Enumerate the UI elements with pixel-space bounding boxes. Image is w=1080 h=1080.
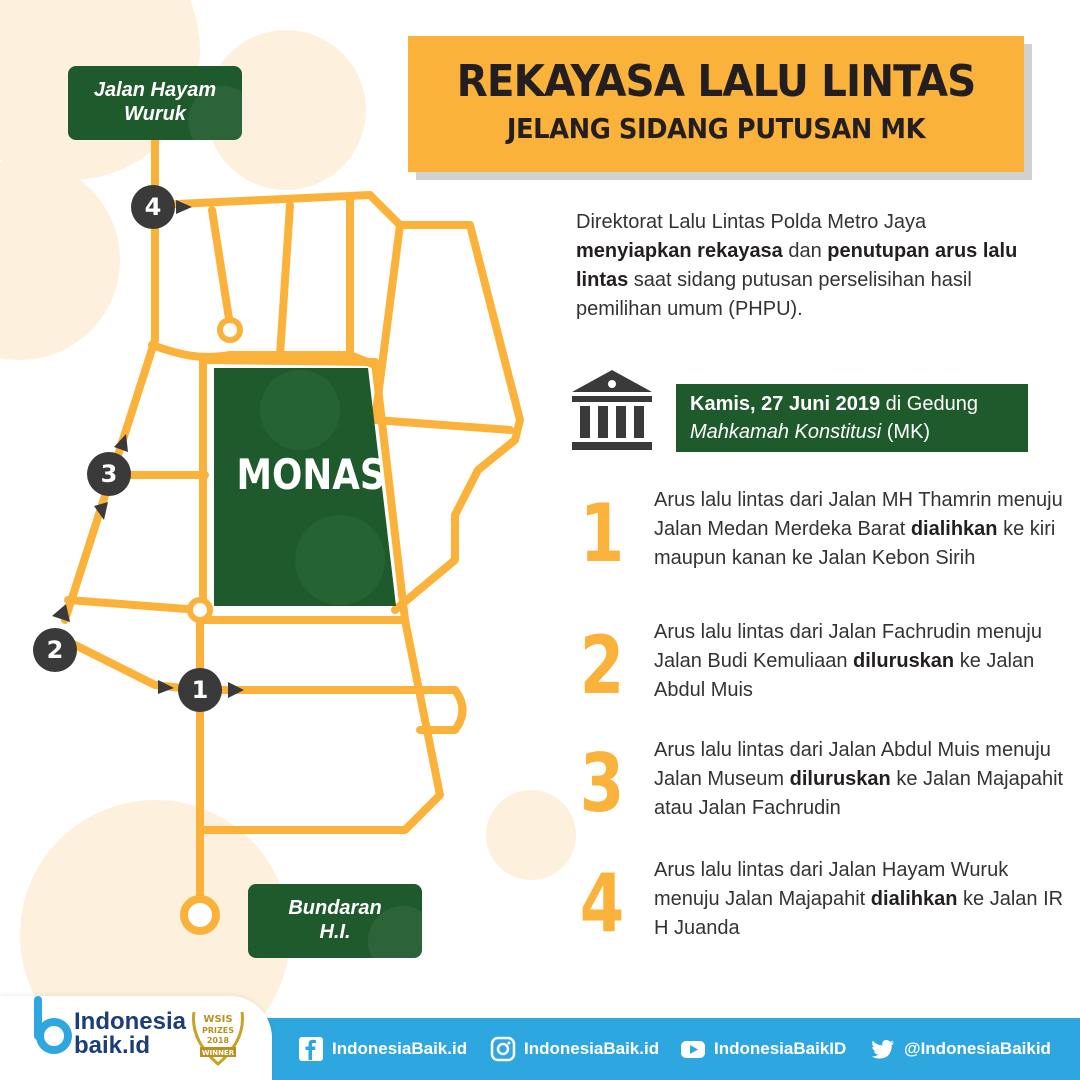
step-text-bold: dialihkan	[910, 518, 998, 540]
title-banner	[408, 36, 1024, 172]
step-text-2: ke kiri maupun kanan ke Jalan Kebon Sirih	[654, 518, 1056, 569]
date-bold: Kamis, 27 Juni 2019	[690, 393, 881, 415]
award-line4: WINNER	[201, 1049, 235, 1057]
step-item	[570, 486, 1070, 618]
instagram-handle: IndonesiaBaik.id	[524, 1039, 660, 1058]
map-marker-4: 4	[131, 185, 175, 229]
step-number: 3	[579, 737, 625, 830]
step-text	[654, 736, 1064, 823]
map-marker-3: 3	[87, 452, 131, 496]
twitter-handle: @IndonesiaBaikid	[904, 1039, 1051, 1058]
instagram-icon	[490, 1036, 516, 1062]
logo-wordmark	[74, 1010, 186, 1058]
location-hayam-wuruk-line1: Jalan Hayam	[93, 79, 217, 101]
map-marker-2: 2	[33, 628, 77, 672]
award-line1: WSIS	[203, 1014, 233, 1025]
courthouse-icon	[566, 366, 658, 458]
step-text-2: ke Jalan Abdul Muis	[654, 650, 1035, 701]
social-youtube[interactable]	[680, 1036, 846, 1062]
award-line3: 2018	[206, 1036, 230, 1045]
monas-label: MONAS	[236, 450, 386, 499]
step-text-1: Arus lalu lintas dari Jalan Abdul Muis menuju Jalan Museum	[654, 739, 1051, 790]
location-hayam-wuruk-line2: Wuruk	[124, 103, 186, 125]
social-twitter[interactable]	[870, 1036, 1051, 1062]
map-marker-1: 1	[178, 668, 222, 712]
step-text-bold: diluruskan	[789, 768, 891, 790]
step-number: 1	[579, 487, 625, 580]
intro-text-3: saat sidang putusan perselisihan hasil pemilihan umum (PHPU).	[576, 269, 972, 320]
step-text	[654, 486, 1064, 573]
step-item	[570, 618, 1070, 736]
page-subtitle: JELANG SIDANG PUTUSAN MK	[506, 112, 926, 145]
date-tail: (MK)	[881, 421, 931, 443]
social-facebook[interactable]	[298, 1036, 467, 1062]
intro-paragraph	[576, 208, 1036, 324]
step-text-2: ke Jalan Majapahit atau Jalan Fachrudin	[654, 768, 1064, 819]
youtube-icon	[680, 1036, 706, 1062]
location-bundaran-hi	[248, 884, 422, 958]
page-title: REKAYASA LALU LINTAS	[456, 56, 976, 107]
award-line2: PRIZES	[201, 1026, 235, 1035]
social-instagram[interactable]	[490, 1036, 659, 1062]
step-number: 2	[579, 619, 625, 712]
step-item	[570, 736, 1070, 856]
step-text-1: Arus lalu lintas dari Jalan Fachrudin menuju Jalan Budi Kemuliaan	[654, 621, 1042, 672]
intro-bold-2: penutupan arus lalu lintas	[576, 240, 1018, 291]
step-text-1: Arus lalu lintas dari Jalan MH Thamrin menuju Jalan Medan Merdeka Barat	[654, 489, 1063, 540]
location-bundaran-line2: H.I.	[319, 921, 351, 943]
facebook-icon	[298, 1036, 324, 1062]
step-text	[654, 856, 1064, 943]
indonesiabaik-logo-icon	[32, 994, 72, 1054]
logo-line1: Indonesia	[74, 1008, 187, 1035]
step-number: 4	[579, 857, 625, 950]
step-text	[654, 618, 1064, 705]
intro-bold-1: menyiapkan rekayasa	[576, 240, 783, 262]
date-italic: Mahkamah Konstitusi	[690, 421, 882, 443]
location-bundaran-line1: Bundaran	[288, 897, 382, 919]
step-text-2: ke Jalan IR H Juanda	[654, 888, 1064, 939]
intro-text-1: Direktorat Lalu Lintas Polda Metro Jaya	[576, 211, 927, 233]
intro-text-2: dan	[782, 240, 828, 262]
location-hayam-wuruk	[68, 66, 242, 140]
step-text-bold: diluruskan	[853, 650, 955, 672]
twitter-icon	[870, 1036, 896, 1062]
step-text-1: Arus lalu lintas dari Jalan Hayam Wuruk menuju Jalan Majapahit	[654, 859, 1009, 910]
youtube-handle: IndonesiaBaikID	[714, 1039, 847, 1058]
date-box	[676, 384, 1028, 452]
steps-list	[570, 486, 1070, 980]
facebook-handle: IndonesiaBaik.id	[332, 1039, 468, 1058]
wsis-award-badge	[186, 1000, 250, 1070]
step-item	[570, 856, 1070, 980]
date-normal: di Gedung	[880, 393, 978, 415]
logo-line2: baik.id	[74, 1032, 151, 1059]
step-text-bold: dialihkan	[870, 888, 958, 910]
